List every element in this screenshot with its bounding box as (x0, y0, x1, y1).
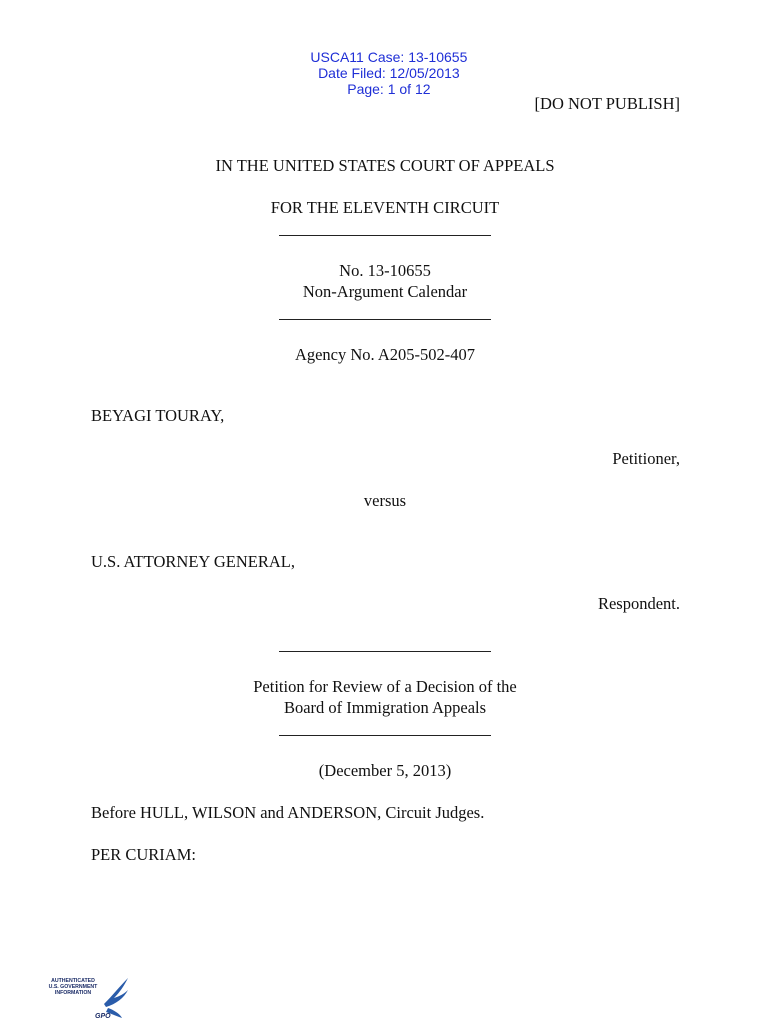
petitioner-name: BEYAGI TOURAY, (91, 406, 225, 425)
filing-header (0, 33, 770, 97)
agency-number: Agency No. A205-502-407 (294, 345, 476, 364)
petition-description: Petition for Review of a Decision of the (253, 677, 517, 696)
court-name: IN THE UNITED STATES COURT OF APPEALS (215, 156, 555, 175)
calendar-type: Non-Argument Calendar (302, 282, 468, 301)
date-filed: Date Filed: 12/05/2013 (318, 65, 460, 81)
divider (279, 651, 491, 652)
divider (279, 735, 491, 736)
divider (279, 235, 491, 236)
svg-text:GPO: GPO (95, 1013, 111, 1020)
gpo-authentication-seal (42, 974, 132, 1020)
publish-note: [DO NOT PUBLISH] (534, 94, 680, 113)
versus-label: versus (363, 491, 407, 510)
case-id: USCA11 Case: 13-10655 (310, 49, 468, 65)
petitioner-role: Petitioner, (612, 449, 680, 468)
per-curiam-heading: PER CURIAM: (91, 845, 196, 864)
decision-date: (December 5, 2013) (318, 761, 452, 780)
panel-judges: Before HULL, WILSON and ANDERSON, Circuit Judges. (91, 803, 485, 822)
circuit-name: FOR THE ELEVENTH CIRCUIT (270, 198, 500, 217)
seal-text: AUTHENTICATED U.S. GOVERNMENT INFORMATION (48, 978, 98, 996)
page-count: Page: 1 of 12 (347, 81, 431, 97)
case-number: No. 13-10655 (339, 261, 431, 280)
respondent-name: U.S. ATTORNEY GENERAL, (91, 552, 295, 571)
agency-board: Board of Immigration Appeals (283, 698, 487, 717)
divider (279, 319, 491, 320)
eagle-icon (42, 974, 132, 1020)
respondent-role: Respondent. (597, 594, 680, 613)
